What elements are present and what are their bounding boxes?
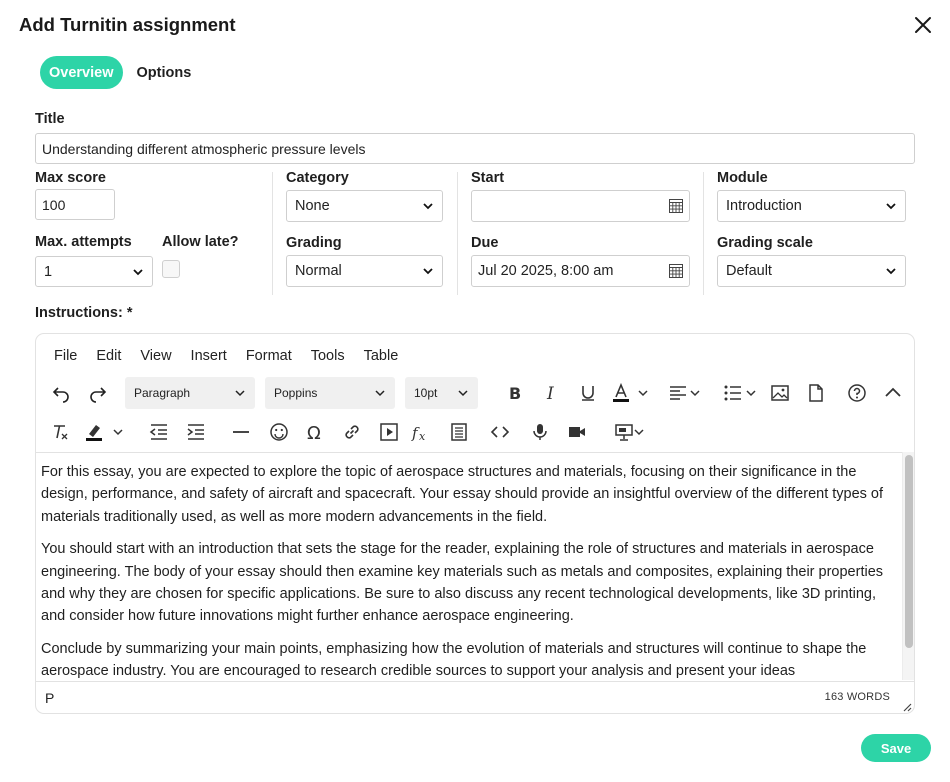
help-icon bbox=[847, 383, 867, 403]
chevron-down-icon bbox=[885, 265, 897, 277]
undo-icon bbox=[51, 383, 71, 403]
column-divider bbox=[703, 172, 704, 295]
chevron-down-icon bbox=[112, 426, 124, 438]
undo-button[interactable] bbox=[50, 382, 72, 404]
chevron-down-icon bbox=[885, 200, 897, 212]
instructions-label: Instructions: * bbox=[35, 305, 133, 321]
text-color-icon bbox=[611, 383, 631, 403]
italic-icon bbox=[541, 383, 561, 403]
highlight-button[interactable] bbox=[83, 421, 105, 443]
title-input[interactable]: Understanding different atmospheric pressure levels bbox=[35, 133, 915, 164]
title-label: Title bbox=[35, 111, 65, 127]
svg-text:B: B bbox=[509, 384, 522, 403]
outdent-button[interactable] bbox=[148, 421, 170, 443]
calendar-icon[interactable] bbox=[669, 199, 683, 213]
tab-options[interactable]: Options bbox=[136, 64, 192, 81]
font-size-value: 10pt bbox=[414, 386, 438, 400]
chevron-down-icon bbox=[422, 200, 434, 212]
chevron-down-icon bbox=[374, 387, 386, 399]
text-color-button[interactable] bbox=[610, 382, 632, 404]
help-button[interactable] bbox=[846, 382, 868, 404]
save-button[interactable]: Save bbox=[861, 734, 931, 762]
due-date-value: Jul 20 2025, 8:00 am bbox=[478, 263, 614, 279]
chevron-down-icon bbox=[132, 266, 144, 278]
block-format-value: Paragraph bbox=[134, 386, 191, 400]
microphone-icon bbox=[530, 422, 550, 442]
category-select[interactable] bbox=[286, 190, 443, 222]
highlighter-icon bbox=[84, 422, 104, 442]
font-family-select[interactable] bbox=[265, 377, 395, 409]
chevron-up-icon bbox=[883, 383, 903, 403]
clear-formatting-button[interactable] bbox=[50, 421, 72, 443]
menu-edit[interactable]: Edit bbox=[96, 348, 122, 364]
redo-button[interactable] bbox=[87, 382, 109, 404]
editor-scrollbar[interactable] bbox=[902, 452, 915, 680]
emoji-button[interactable] bbox=[268, 421, 290, 443]
underline-icon bbox=[578, 383, 598, 403]
menu-file[interactable]: File bbox=[54, 348, 78, 364]
formula-button[interactable] bbox=[410, 421, 432, 443]
svg-text:x: x bbox=[419, 430, 426, 442]
clear-formatting-icon bbox=[51, 422, 71, 442]
grading-scale-select[interactable] bbox=[717, 255, 906, 287]
image-icon bbox=[770, 383, 790, 403]
bullet-list-icon bbox=[723, 383, 743, 403]
italic-button[interactable] bbox=[540, 382, 562, 404]
indent-button[interactable] bbox=[185, 421, 207, 443]
start-date-input[interactable] bbox=[471, 190, 690, 222]
max-score-input[interactable]: 100 bbox=[35, 189, 115, 220]
play-icon bbox=[379, 422, 399, 442]
align-button[interactable] bbox=[667, 382, 689, 404]
start-label: Start bbox=[471, 170, 505, 186]
block-format-select[interactable] bbox=[125, 377, 255, 409]
media-button[interactable] bbox=[378, 421, 400, 443]
chevron-down-icon bbox=[637, 387, 649, 399]
presentation-dropdown[interactable] bbox=[632, 421, 646, 443]
scrollbar-thumb[interactable] bbox=[905, 455, 913, 648]
editor-content[interactable] bbox=[36, 452, 902, 680]
svg-text:I: I bbox=[547, 384, 554, 403]
video-button[interactable] bbox=[566, 421, 588, 443]
due-date-input[interactable] bbox=[471, 255, 690, 287]
max-attempts-value: 1 bbox=[44, 263, 53, 280]
grading-scale-value: Default bbox=[726, 263, 772, 279]
outdent-icon bbox=[149, 422, 169, 442]
font-family-value: Poppins bbox=[274, 386, 318, 400]
grading-value: Normal bbox=[295, 263, 342, 279]
template-icon bbox=[449, 422, 469, 442]
horizontal-line-button[interactable] bbox=[230, 421, 252, 443]
module-select[interactable] bbox=[717, 190, 906, 222]
editor-menubar bbox=[54, 348, 417, 364]
instruction-paragraph: For this essay, you are expected to explore the topic of aerospace structures and materials, focusing on their significance in the design, performance, and safety of aircraft and spacecraft. Your essay should provide an insightful overview of the different types of materials traditionally used, as well as more modern advancements in the field. bbox=[41, 464, 884, 525]
column-divider bbox=[272, 172, 273, 295]
close-icon bbox=[911, 13, 935, 37]
allow-late-label: Allow late? bbox=[162, 234, 239, 250]
chevron-down-icon bbox=[633, 426, 645, 438]
tab-bar bbox=[40, 56, 200, 89]
modal-title: Add Turnitin assignment bbox=[19, 14, 236, 35]
word-count[interactable]: 163 WORDS bbox=[824, 691, 890, 703]
highlight-dropdown[interactable] bbox=[111, 421, 125, 443]
close-button[interactable] bbox=[911, 13, 935, 37]
chevron-down-icon bbox=[234, 387, 246, 399]
template-button[interactable] bbox=[448, 421, 470, 443]
horizontal-line-icon bbox=[231, 422, 251, 442]
insert-file-button[interactable] bbox=[805, 382, 827, 404]
voice-button[interactable] bbox=[529, 421, 551, 443]
link-icon bbox=[342, 422, 362, 442]
source-code-button[interactable] bbox=[489, 421, 511, 443]
chevron-down-icon bbox=[745, 387, 757, 399]
file-icon bbox=[806, 383, 826, 403]
insert-image-button[interactable] bbox=[769, 382, 791, 404]
element-path[interactable]: P bbox=[45, 690, 55, 706]
omega-icon bbox=[305, 422, 325, 442]
code-icon bbox=[490, 422, 510, 442]
instruction-paragraph: Conclude by summarizing your main points, emphasizing how the evolution of materials and structures will continue to shape the aerospace industry. You are encouraged to research credible sources to support your analysis and present your ideas bbox=[41, 640, 867, 680]
svg-text:f: f bbox=[412, 424, 418, 442]
bullet-list-dropdown[interactable] bbox=[744, 382, 758, 404]
chevron-down-icon bbox=[457, 387, 469, 399]
chevron-down-icon bbox=[422, 265, 434, 277]
redo-icon bbox=[88, 383, 108, 403]
menu-insert[interactable]: Insert bbox=[190, 348, 227, 364]
menu-format[interactable]: Format bbox=[245, 348, 292, 364]
grading-scale-label: Grading scale bbox=[717, 235, 813, 251]
bold-icon bbox=[505, 383, 525, 403]
link-button[interactable] bbox=[341, 421, 363, 443]
chevron-down-icon bbox=[689, 387, 701, 399]
svg-text:Ω: Ω bbox=[307, 423, 321, 442]
grading-select[interactable] bbox=[286, 255, 443, 287]
module-label: Module bbox=[717, 170, 768, 186]
text-color-dropdown[interactable] bbox=[636, 382, 650, 404]
presentation-icon bbox=[614, 422, 634, 442]
bullet-list-button[interactable] bbox=[722, 382, 744, 404]
allow-late-checkbox[interactable] bbox=[162, 260, 180, 278]
align-dropdown[interactable] bbox=[688, 382, 702, 404]
video-camera-icon bbox=[567, 422, 587, 442]
category-label: Category bbox=[286, 170, 349, 186]
emoji-icon bbox=[269, 422, 289, 442]
formula-icon bbox=[411, 422, 431, 442]
underline-button[interactable] bbox=[577, 382, 599, 404]
editor-statusbar bbox=[36, 681, 914, 714]
special-character-button[interactable] bbox=[304, 421, 326, 443]
max-attempts-select[interactable] bbox=[35, 256, 153, 287]
max-score-label: Max score bbox=[35, 170, 106, 186]
tab-overview[interactable]: Overview bbox=[40, 56, 123, 89]
bold-button[interactable] bbox=[504, 382, 526, 404]
max-attempts-label: Max. attempts bbox=[35, 234, 132, 250]
collapse-toolbar-button[interactable] bbox=[882, 382, 904, 404]
font-size-select[interactable] bbox=[405, 377, 478, 409]
due-label: Due bbox=[471, 235, 499, 251]
menu-view[interactable]: View bbox=[140, 348, 172, 364]
calendar-icon[interactable] bbox=[669, 264, 683, 278]
menu-tools[interactable]: Tools bbox=[310, 348, 345, 364]
indent-icon bbox=[186, 422, 206, 442]
column-divider bbox=[457, 172, 458, 295]
align-left-icon bbox=[668, 383, 688, 403]
menu-table[interactable]: Table bbox=[363, 348, 399, 364]
resize-handle-icon[interactable] bbox=[902, 702, 912, 712]
module-value: Introduction bbox=[726, 198, 802, 214]
instruction-paragraph: You should start with an introduction that sets the stage for the reader, explaining the role of structures and materials in aerospace engineering. The body of your essay should then examine key materials such as metals and composites, explaining their properties and why they are chosen for specific applications. Be sure to also discuss any recent technological developments, like 3D printing, and consider how future innovations might further enhance aerospace engineering. bbox=[41, 541, 884, 625]
rich-text-editor bbox=[35, 333, 915, 714]
category-value: None bbox=[295, 198, 330, 214]
grading-label: Grading bbox=[286, 235, 342, 251]
